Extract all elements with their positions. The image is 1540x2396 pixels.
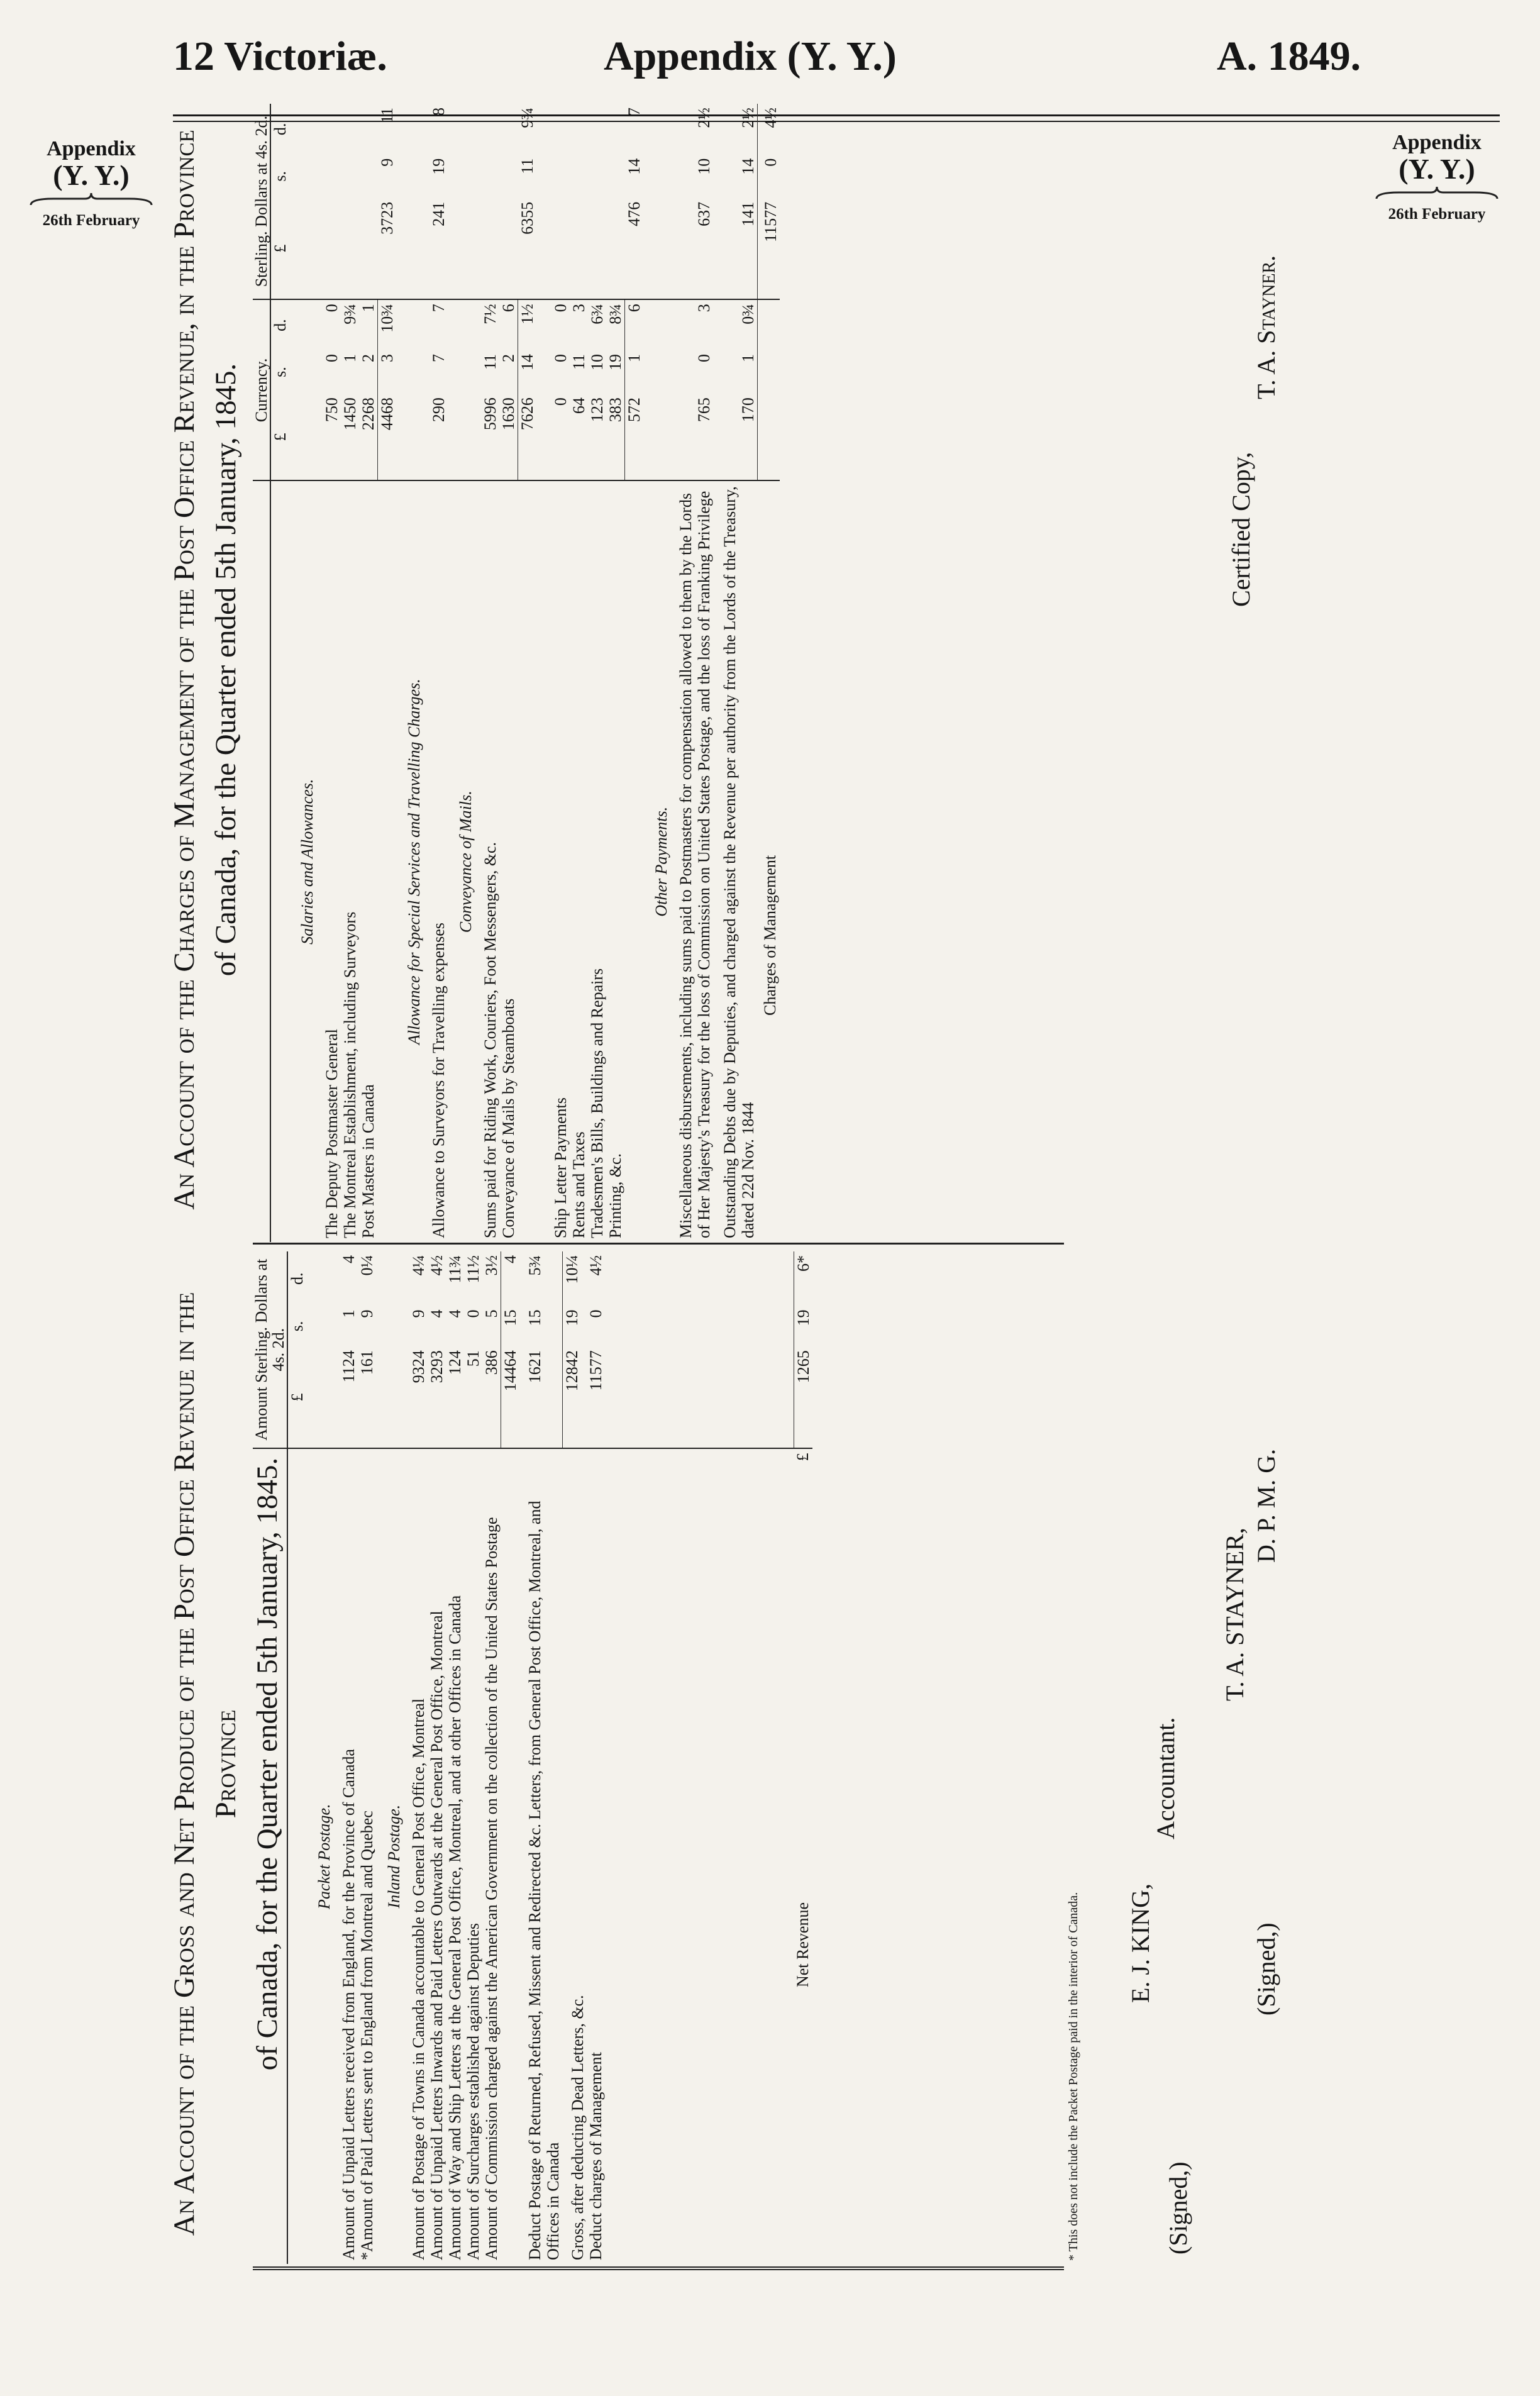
subtotal-row <box>378 104 397 1242</box>
row-pence: 4 <box>340 1255 358 1263</box>
table-row <box>464 1251 482 2264</box>
net-revenue-pounds: 1265 <box>794 1346 812 1448</box>
running-head-right: A. 1849. <box>1217 33 1361 79</box>
row-desc: Sums paid for Riding Work, Couriers, Foot Messengers, &c. <box>481 841 499 1238</box>
row-currency-pence: 3 <box>570 304 588 313</box>
row-currency-pence: 1 <box>359 304 377 313</box>
row-pounds: 161 <box>358 1346 376 1448</box>
row-shillings: 9 <box>358 1309 376 1318</box>
table-row <box>358 1251 376 2264</box>
row-currency-pounds: 2268 <box>359 394 378 480</box>
row-currency-pence: 0 <box>551 304 570 313</box>
revenue-amount-header: Amount Sterling. Dollars at 4s. 2d. <box>253 1251 287 1448</box>
brace-icon <box>1374 185 1500 201</box>
row-currency-pounds: 123 <box>588 394 606 480</box>
row-currency-shillings: 1 <box>738 353 757 362</box>
unit-shillings: s. <box>271 367 289 377</box>
row-currency-pence: 0¾ <box>738 304 757 324</box>
table-row <box>551 104 570 1242</box>
row-currency-shillings: 0 <box>551 353 570 362</box>
row-currency-pence: 9¾ <box>341 304 359 324</box>
row-pence: 10¼ <box>562 1251 587 1306</box>
net-revenue-shillings: 19 <box>794 1306 812 1346</box>
row-currency-shillings: 2 <box>359 353 377 362</box>
row-desc: Deduct charges of Management <box>587 2052 605 2260</box>
subtotal-currency-pounds: 4468 <box>378 394 397 480</box>
subtotal-sterling-pence: 9¾ <box>518 108 536 128</box>
row-pounds: 1124 <box>340 1346 358 1448</box>
row-sterling-shillings: 14 <box>738 158 757 175</box>
section-heading: Allowance for Special Services and Travelling Charges. <box>405 679 423 1045</box>
revenue-footnote: * This does not include the Packet Postage paid in the interior of Canada. <box>1066 1892 1080 2261</box>
charges-total-sterling-pounds: 11577 <box>757 198 780 299</box>
table-row <box>428 1251 446 2264</box>
row-currency-pounds: 170 <box>713 394 757 480</box>
unit-pence: d. <box>271 123 289 136</box>
signature-name-2: T. A. STAYNER, <box>1221 1528 1249 1701</box>
row-desc: Tradesmen's Bills, Buildings and Repairs <box>588 968 606 1238</box>
row-pounds: 3293 <box>428 1346 446 1448</box>
charges-title-line2: of Canada, for the Quarter ended 5th January, 1845. <box>209 363 242 977</box>
subtotal-sterling-pence: 7 <box>624 108 643 116</box>
table-row <box>606 104 625 1242</box>
row-pounds: 12842 <box>562 1346 587 1448</box>
total-row <box>501 1251 520 2264</box>
unit-pounds: £ <box>287 1346 306 1448</box>
row-currency-pounds: 290 <box>429 394 448 480</box>
row-pounds: 9324 <box>409 1346 428 1448</box>
unit-pounds: £ <box>270 394 289 480</box>
row-desc: Amount of Postage of Towns in Canada accountable to General Post Office, Montreal <box>409 1698 428 2260</box>
running-head-left: 12 Victoriæ. <box>173 33 387 79</box>
row-sterling-pounds: 637 <box>677 198 713 299</box>
row-desc: Amount of Way and Ship Letters at the General Post Office, Montreal, and at other Offices in Canada <box>446 1595 464 2260</box>
table-row <box>519 1251 562 2264</box>
subtotal-currency-pounds: 7626 <box>518 394 537 480</box>
row-currency-shillings: 2 <box>499 353 518 362</box>
table-row <box>481 104 499 1242</box>
row-shillings: 1 <box>340 1309 358 1318</box>
signed-label-2: (Signed,) <box>1252 1922 1280 2016</box>
table-row <box>409 1251 428 2264</box>
subtotal-sterling-pounds: 6355 <box>518 198 537 299</box>
unit-shillings: s. <box>288 1321 306 1332</box>
row-currency-pounds: 1450 <box>341 394 359 480</box>
margin-note-left <box>19 138 163 228</box>
landscape-block <box>157 91 1302 2280</box>
signature-name-1: E. J. KING, <box>1126 1883 1155 2003</box>
row-pence: 4¼ <box>409 1255 428 1276</box>
subtotal-sterling-pounds: 3723 <box>378 198 397 299</box>
row-currency-shillings: 0 <box>323 353 341 362</box>
subtotal-currency-shillings: 14 <box>518 350 537 394</box>
section-heading: Packet Postage. <box>315 1804 333 1909</box>
row-pounds: 124 <box>446 1346 464 1448</box>
row-currency-pence: 0 <box>323 304 341 313</box>
sterling-header: Sterling. Dollars at 4s. 2d. <box>253 104 270 299</box>
subtotal-sterling-shillings: 11 <box>518 158 536 174</box>
row-currency-pence: 3 <box>695 304 713 313</box>
row-shillings: 15 <box>526 1309 544 1326</box>
row-sterling-pence: 2½ <box>738 108 757 128</box>
row-desc: The Montreal Establishment, including Surveyors <box>341 911 359 1238</box>
row-desc: Amount of Unpaid Letters Inwards and Paid Letters Outwards at the General Post Office, Montreal <box>428 1611 446 2260</box>
row-pounds: 11577 <box>587 1346 605 1448</box>
row-currency-pence: 6 <box>499 304 518 313</box>
row-sterling-shillings: 10 <box>695 158 713 175</box>
row-pounds: 386 <box>482 1346 501 1448</box>
row-currency-shillings: 19 <box>606 353 624 370</box>
subtotal-sterling-shillings: 14 <box>624 158 643 175</box>
subtotal-currency-pence: 10¾ <box>378 299 397 350</box>
row-currency-pounds: 383 <box>606 394 625 480</box>
certified-copy-label: Certified Copy, <box>1227 452 1255 607</box>
subtotal-currency-pence: 1½ <box>518 299 537 350</box>
table-row <box>713 104 757 1242</box>
unit-pence: d. <box>288 1272 306 1285</box>
row-shillings: 5 <box>482 1309 501 1318</box>
row-shillings: 4 <box>428 1309 446 1318</box>
subtotal-currency-pounds: 572 <box>625 394 644 480</box>
subtotal-currency-pence: 6 <box>625 299 644 350</box>
signature-title-2: D. P. M. G. <box>1252 1448 1280 1563</box>
row-desc: Post Masters in Canada <box>359 1084 377 1238</box>
signature-title-1: Accountant. <box>1151 1717 1180 1839</box>
row-currency-shillings: 0 <box>695 353 713 362</box>
margin-note-line1: Appendix <box>1392 131 1482 154</box>
row-sterling-pence: 2½ <box>695 108 713 128</box>
revenue-desc-header <box>253 1448 287 2264</box>
row-currency-pence: 7½ <box>481 304 499 324</box>
total-pence: 4 <box>501 1251 520 1306</box>
subtotal-currency-shillings: 1 <box>625 350 644 394</box>
revenue-table <box>253 1251 812 2264</box>
row-currency-pounds: 0 <box>551 394 570 480</box>
table-row <box>429 104 448 1242</box>
row-desc: Amount of Unpaid Letters received from England, for the Province of Canada <box>340 1749 358 2260</box>
row-pence: 0¼ <box>358 1255 376 1276</box>
section-heading: Inland Postage. <box>385 1804 403 1909</box>
margin-note-right <box>1365 132 1509 222</box>
table-row <box>359 104 378 1242</box>
table-row <box>323 104 341 1242</box>
row-desc: Amount of Commission charged against the American Government on the collection of the United States Postage <box>482 1517 501 2260</box>
row-currency-pence: 7 <box>429 304 448 313</box>
row-pence: 11½ <box>464 1255 482 1284</box>
row-pounds: 1621 <box>519 1346 562 1448</box>
row-pence: 11¾ <box>446 1255 464 1284</box>
row-pounds: 51 <box>464 1346 482 1448</box>
section-heading: Salaries and Allowances. <box>298 779 316 945</box>
row-currency-shillings: 7 <box>429 353 448 362</box>
unit-shillings: s. <box>271 171 289 182</box>
row-currency-shillings: 1 <box>341 353 359 362</box>
table-row <box>562 1251 587 2264</box>
row-desc: Rents and Taxes <box>570 1131 588 1238</box>
row-desc: Miscellaneous disbursements, including sums paid to Postmasters for compensation allowed to them by the Lords of Her Majesty's Treasury for the loss of Commission on United States Postage, and the loss of Franking Privilege <box>677 491 713 1238</box>
row-shillings: 0 <box>587 1309 605 1318</box>
table-row <box>587 1251 605 2264</box>
charges-total-sterling-shillings: 0 <box>757 155 780 198</box>
subtotal-sterling-shillings: 9 <box>377 158 396 167</box>
row-shillings: 0 <box>464 1309 482 1318</box>
table-row <box>482 1251 501 2264</box>
unit-pounds: £ <box>270 198 289 299</box>
net-revenue-label: Net Revenue <box>794 1902 812 1987</box>
charges-total-sterling-pence: 4½ <box>757 104 780 155</box>
subtotal-row <box>625 104 644 1242</box>
row-desc: Conveyance of Mails by Steamboats <box>499 998 518 1238</box>
table-row <box>341 104 359 1242</box>
margin-note-line1: Appendix <box>47 137 136 160</box>
table-row <box>677 104 713 1242</box>
charges-total-desc: Charges of Management <box>761 855 779 1016</box>
certified-copy-name: T. A. Stayner. <box>1252 255 1280 399</box>
row-currency-shillings: 10 <box>588 353 606 370</box>
row-currency-pence: 8¾ <box>606 304 624 324</box>
row-pence: 3½ <box>482 1255 501 1276</box>
row-desc: Gross, after deducting Dead Letters, &c. <box>568 1995 587 2260</box>
charges-total-row <box>757 104 780 1242</box>
row-shillings: 9 <box>409 1309 428 1318</box>
row-currency-pounds: 750 <box>323 394 341 480</box>
subtotal-sterling-pounds: 476 <box>625 198 644 299</box>
total-pounds: 14464 <box>501 1346 520 1448</box>
row-pence: 4½ <box>428 1255 446 1276</box>
margin-note-line3: 26th February <box>42 212 140 229</box>
table-row <box>446 1251 464 2264</box>
currency-header: Currency. <box>253 299 270 480</box>
row-currency-pounds: 765 <box>677 394 713 480</box>
charges-table <box>253 104 780 1242</box>
charges-title-line1: An Account of the Charges of Management of the Post Office Revenue, in the Province <box>168 130 201 1210</box>
row-currency-pounds: 64 <box>570 394 588 480</box>
subtotal-currency-shillings: 3 <box>378 350 397 394</box>
running-head-center: Appendix (Y. Y.) <box>604 33 897 79</box>
row-sterling-shillings: 19 <box>429 158 448 175</box>
row-pence: 4½ <box>587 1255 605 1276</box>
row-currency-pounds: 1630 <box>499 394 518 480</box>
net-revenue-row <box>794 1251 812 2264</box>
row-sterling-pence: 8 <box>429 108 448 116</box>
net-revenue-marker: £ <box>794 1453 812 1461</box>
revenue-title-line2: of Canada, for the Quarter ended 5th January, 1845. <box>251 1457 284 2071</box>
subtotal-sterling-pence: 11 <box>377 108 396 124</box>
net-revenue-pence: 6* <box>794 1251 812 1306</box>
table-row <box>570 104 588 1242</box>
subtotal-row <box>518 104 537 1242</box>
section-heading: Conveyance of Mails. <box>457 790 475 933</box>
row-desc: Allowance to Surveyors for Travelling expenses <box>429 923 448 1238</box>
row-sterling-pounds: 141 <box>713 198 757 299</box>
charges-desc-header <box>253 481 270 1243</box>
net-revenue-desc <box>794 1448 812 2264</box>
table-row <box>499 104 518 1242</box>
margin-note-line3: 26th February <box>1388 206 1486 223</box>
row-desc: Deduct Postage of Returned, Refused, Missent and Redirected &c. Letters, from General Post Office, Montreal, and Offices in Canada <box>526 1500 562 2260</box>
row-currency-pounds: 5996 <box>481 394 499 480</box>
row-sterling-pounds: 241 <box>429 198 448 299</box>
row-currency-shillings: 11 <box>570 353 588 370</box>
total-shillings: 15 <box>501 1306 520 1346</box>
unit-pence: d. <box>271 319 289 331</box>
row-desc: Amount of Surcharges established against Deputies <box>464 1922 482 2260</box>
row-desc: Printing, &c. <box>606 1153 624 1238</box>
row-currency-shillings: 11 <box>481 353 499 370</box>
row-shillings: 4 <box>446 1309 464 1318</box>
row-desc: The Deputy Postmaster General <box>323 1029 341 1238</box>
margin-note-line2: (Y. Y.) <box>53 159 130 191</box>
row-desc: Outstanding Debts due by Deputies, and charged against the Revenue per authority from the Lords of the Treasury, dated 22d Nov. 1844 <box>721 486 757 1238</box>
charges-account-title <box>163 104 247 1236</box>
section-heading: Other Payments. <box>652 806 670 917</box>
row-desc: Ship Letter Payments <box>551 1097 570 1238</box>
table-row <box>340 1251 358 2264</box>
table-row <box>588 104 606 1242</box>
row-currency-pence: 6¾ <box>588 304 606 324</box>
row-shillings: 19 <box>562 1306 587 1346</box>
row-pence: 5¾ <box>526 1255 544 1276</box>
margin-note-line2: (Y. Y.) <box>1399 153 1475 185</box>
revenue-title-line1: An Account of the Gross and Net Produce of the Post Office Revenue in the Province <box>168 1292 242 2236</box>
signed-label-1: (Signed,) <box>1164 2161 1192 2255</box>
row-desc: *Amount of Paid Letters sent to England from Montreal and Quebec <box>358 1811 376 2260</box>
brace-icon <box>28 191 154 208</box>
